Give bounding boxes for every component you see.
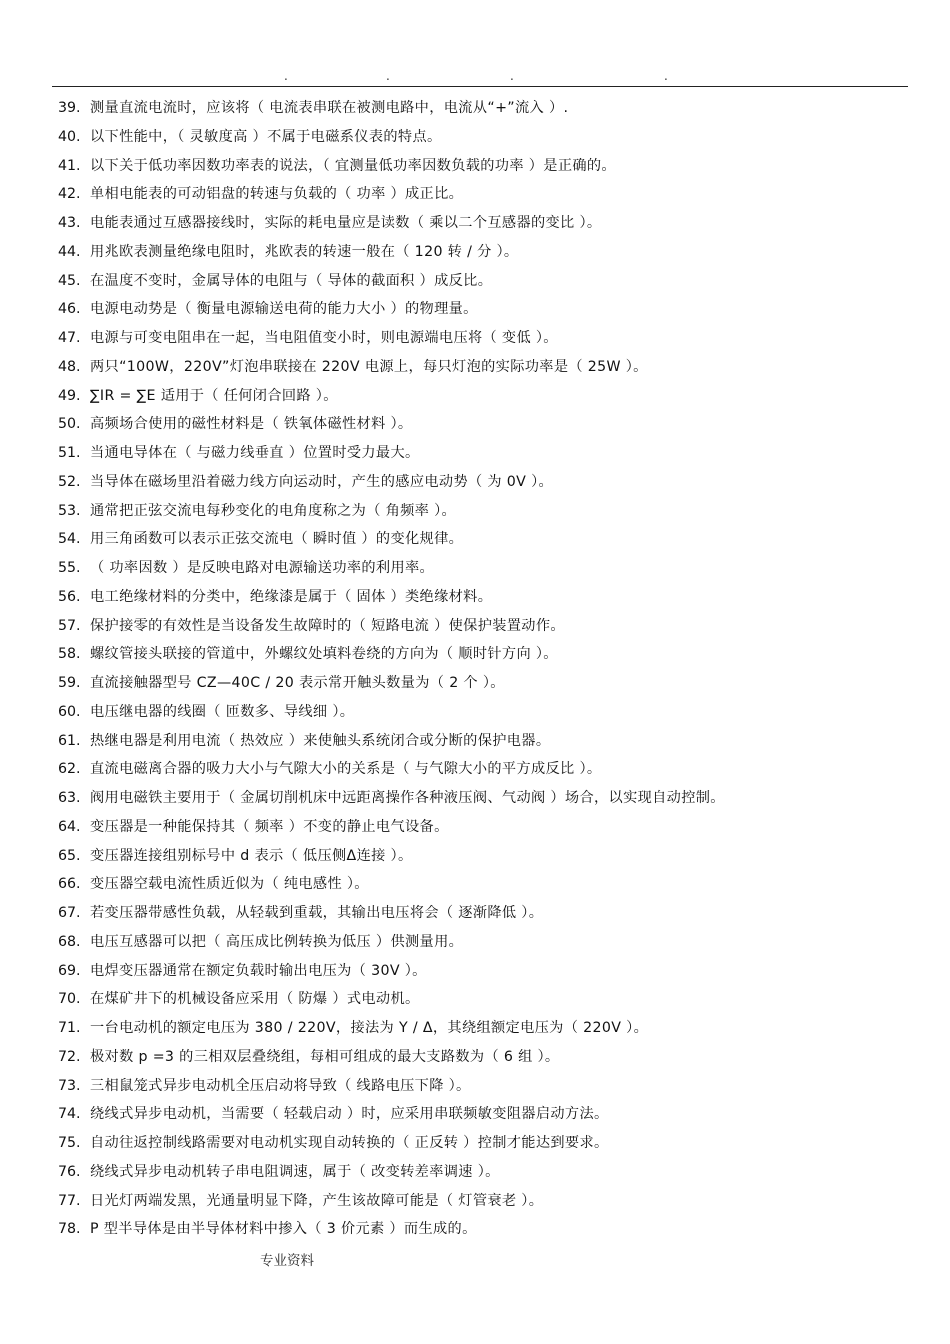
question-number: 62. bbox=[58, 761, 81, 778]
question-item bbox=[58, 583, 918, 612]
question-number: 73. bbox=[58, 1077, 81, 1094]
question-item bbox=[58, 755, 918, 784]
question-text: 以下关于低功率因数功率表的说法，（ 宜测量低功率因数负载的功率 ）是正确的。 bbox=[90, 157, 616, 174]
question-item bbox=[58, 410, 918, 439]
question-text: 电压互感器可以把（ 高压成比例转换为低压 ）供测量用。 bbox=[90, 933, 464, 950]
question-text: 两只“100W，220V”灯泡串联接在 220V 电源上，每只灯泡的实际功率是（ 25W ）。 bbox=[90, 358, 648, 375]
question-text: 一台电动机的额定电压为 380 / 220V，接法为 Y / Δ，其绕组额定电压为（ 220V ）。 bbox=[90, 1020, 649, 1036]
question-text: 当导体在磁场里沿着磁力线方向运动时，产生的感应电动势（ 为 0V ）。 bbox=[90, 473, 554, 490]
question-number: 39. bbox=[58, 100, 81, 116]
question-text: 变压器空载电流性质近似为（ 纯电感性 ）。 bbox=[90, 876, 369, 893]
question-text: 在温度不变时，金属导体的电阻与（ 导体的截面积 ）成反比。 bbox=[90, 272, 493, 289]
question-text: 用三角函数可以表示正弦交流电（ 瞬时值 ）的变化规律。 bbox=[90, 531, 464, 548]
question-item bbox=[58, 842, 918, 871]
question-number: 75. bbox=[58, 1135, 81, 1151]
question-item bbox=[58, 295, 918, 324]
question-number: 51. bbox=[58, 445, 81, 461]
question-number: 69. bbox=[58, 962, 81, 979]
question-item bbox=[58, 497, 918, 526]
question-item bbox=[58, 727, 918, 756]
question-text: 变压器是一种能保持其（ 频率 ）不变的静止电气设备。 bbox=[90, 818, 449, 835]
question-text: 通常把正弦交流电每秒变化的电角度称之为（ 角频率 ）。 bbox=[90, 502, 457, 519]
question-text: 以下性能中，（ 灵敏度高 ）不属于电磁系仪表的特点。 bbox=[90, 128, 442, 145]
header-dot: . bbox=[386, 69, 390, 83]
question-text: 直流接触器型号 CZ—40C / 20 表示常开触头数量为（ 2 个 ）。 bbox=[90, 675, 505, 691]
question-item bbox=[58, 985, 918, 1014]
header-dot: . bbox=[510, 69, 514, 83]
question-text: 保护接零的有效性是当设备发生故障时的（ 短路电流 ）使保护装置动作。 bbox=[90, 617, 565, 634]
question-number: 72. bbox=[58, 1048, 81, 1065]
header-dots bbox=[52, 70, 908, 84]
question-item bbox=[58, 1100, 918, 1129]
question-number: 50. bbox=[58, 416, 81, 433]
question-text: 单相电能表的可动铝盘的转速与负载的（ 功率 ）成正比。 bbox=[90, 186, 464, 203]
question-number: 49. bbox=[58, 387, 81, 404]
header-dot: . bbox=[664, 69, 668, 83]
page-footer: 专业资料 bbox=[260, 1253, 314, 1269]
question-number: 76. bbox=[58, 1163, 81, 1180]
question-item bbox=[58, 209, 918, 238]
question-text: 电焊变压器通常在额定负载时输出电压为（ 30V ）。 bbox=[90, 962, 427, 979]
question-number: 56. bbox=[58, 588, 81, 605]
question-number: 74. bbox=[58, 1106, 81, 1123]
question-number: 45. bbox=[58, 272, 81, 289]
question-number: 65. bbox=[58, 847, 81, 864]
question-number: 61. bbox=[58, 732, 81, 749]
question-number: 57. bbox=[58, 617, 81, 634]
question-number: 47. bbox=[58, 330, 81, 346]
question-item bbox=[58, 813, 918, 842]
question-item bbox=[58, 957, 918, 986]
question-text: 自动往返控制线路需要对电动机实现自动转换的（ 正反转 ）控制才能达到要求。 bbox=[90, 1135, 609, 1151]
question-text: 热继电器是利用电流（ 热效应 ）来使触头系统闭合或分断的保护电器。 bbox=[90, 732, 551, 749]
question-text: 电能表通过互感器接线时，实际的耗电量应是读数（ 乘以二个互感器的变比 ）。 bbox=[90, 215, 602, 231]
question-text: 绕线式异步电动机转子串电阻调速，属于（ 改变转差率调速 ）。 bbox=[90, 1163, 500, 1180]
question-item bbox=[58, 439, 918, 468]
question-item bbox=[58, 1014, 918, 1043]
question-number: 78. bbox=[58, 1221, 81, 1238]
question-text: 日光灯两端发黑，光通量明显下降，产生该故障可能是（ 灯管衰老 ）。 bbox=[90, 1192, 544, 1209]
question-item bbox=[58, 698, 918, 727]
question-text: P 型半导体是由半导体材料中掺入（ 3 价元素 ）而生成的。 bbox=[90, 1221, 477, 1238]
question-number: 44. bbox=[58, 243, 81, 260]
question-item bbox=[58, 899, 918, 928]
question-number: 41. bbox=[58, 157, 81, 174]
question-text: 直流电磁离合器的吸力大小与气隙大小的关系是（ 与气隙大小的平方成反比 ）。 bbox=[90, 761, 602, 778]
question-text: 电工绝缘材料的分类中，绝缘漆是属于（ 固体 ）类绝缘材料。 bbox=[90, 588, 493, 605]
question-text: 电源电动势是（ 衡量电源输送电荷的能力大小 ）的物理量。 bbox=[90, 301, 478, 318]
question-text: ∑IR = ∑E 适用于（ 任何闭合回路 ）。 bbox=[90, 387, 338, 404]
question-number: 58. bbox=[58, 646, 81, 663]
header-rule bbox=[52, 86, 908, 87]
question-number: 59. bbox=[58, 675, 81, 691]
question-item bbox=[58, 123, 918, 152]
question-text: 当通电导体在（ 与磁力线垂直 ）位置时受力最大。 bbox=[90, 445, 420, 461]
question-number: 53. bbox=[58, 502, 81, 519]
question-item bbox=[58, 928, 918, 957]
question-text: 极对数 p =3 的三相双层叠绕组，每相可组成的最大支路数为（ 6 组 ）。 bbox=[90, 1048, 560, 1065]
question-number: 43. bbox=[58, 215, 81, 231]
question-item bbox=[58, 870, 918, 899]
question-number: 40. bbox=[58, 128, 81, 145]
question-text: 用兆欧表测量绝缘电阻时，兆欧表的转速一般在（ 120 转 / 分 ）。 bbox=[90, 243, 519, 260]
question-item bbox=[58, 267, 918, 296]
question-number: 77. bbox=[58, 1192, 81, 1209]
question-number: 60. bbox=[58, 703, 81, 720]
question-text: 电源与可变电阻串在一起，当电阻值变小时，则电源端电压将（ 变低 ）。 bbox=[90, 330, 558, 346]
question-text: 高频场合使用的磁性材料是（ 铁氧体磁性材料 ）。 bbox=[90, 416, 413, 433]
question-item bbox=[58, 180, 918, 209]
question-text: 在煤矿井下的机械设备应采用（ 防爆 ）式电动机。 bbox=[90, 991, 420, 1008]
question-number: 54. bbox=[58, 531, 81, 548]
question-text: （ 功率因数 ）是反映电路对电源输送功率的利用率。 bbox=[90, 560, 435, 576]
question-number: 52. bbox=[58, 473, 81, 490]
question-item bbox=[58, 784, 918, 813]
question-number: 63. bbox=[58, 790, 81, 806]
question-number: 67. bbox=[58, 905, 81, 921]
question-number: 55. bbox=[58, 560, 81, 576]
question-number: 48. bbox=[58, 358, 81, 375]
question-item bbox=[58, 640, 918, 669]
question-text: 三相鼠笼式异步电动机全压启动将导致（ 线路电压下降 ）。 bbox=[90, 1077, 471, 1094]
question-item bbox=[58, 612, 918, 641]
question-item bbox=[58, 324, 918, 353]
question-number: 42. bbox=[58, 186, 81, 203]
header-dot: . bbox=[284, 69, 288, 83]
question-text: 测量直流电流时，应该将（ 电流表串联在被测电路中，电流从“+”流入 ）. bbox=[90, 100, 569, 116]
question-item bbox=[58, 238, 918, 267]
question-item bbox=[58, 353, 918, 382]
question-text: 电压继电器的线圈（ 匝数多、导线细 ）。 bbox=[90, 703, 355, 720]
question-list bbox=[58, 94, 918, 1244]
question-number: 64. bbox=[58, 818, 81, 835]
question-number: 66. bbox=[58, 876, 81, 893]
question-text: 螺纹管接头联接的管道中，外螺纹处填料卷绕的方向为（ 顺时针方向 ）。 bbox=[90, 646, 558, 663]
question-item bbox=[58, 94, 918, 123]
question-item bbox=[58, 152, 918, 181]
question-text: 变压器连接组别标号中 d 表示（ 低压侧Δ连接 ）。 bbox=[90, 847, 413, 864]
question-item bbox=[58, 1043, 918, 1072]
question-item bbox=[58, 525, 918, 554]
question-item bbox=[58, 1129, 918, 1158]
question-number: 71. bbox=[58, 1020, 81, 1036]
question-item bbox=[58, 554, 918, 583]
question-number: 46. bbox=[58, 301, 81, 318]
question-item bbox=[58, 669, 918, 698]
question-item bbox=[58, 1158, 918, 1187]
question-number: 70. bbox=[58, 991, 81, 1008]
question-text: 阀用电磁铁主要用于（ 金属切削机床中远距离操作各种液压阀、气动阀 ）场合，以实现自动控制。 bbox=[90, 790, 725, 806]
question-text: 若变压器带感性负载，从轻载到重载，其输出电压将会（ 逐渐降低 ）。 bbox=[90, 905, 544, 921]
question-item bbox=[58, 1215, 918, 1244]
question-item bbox=[58, 468, 918, 497]
question-item bbox=[58, 1072, 918, 1101]
question-text: 绕线式异步电动机，当需要（ 轻载启动 ）时，应采用串联频敏变阻器启动方法。 bbox=[90, 1106, 609, 1123]
question-number: 68. bbox=[58, 933, 81, 950]
question-item bbox=[58, 382, 918, 411]
question-item bbox=[58, 1187, 918, 1216]
